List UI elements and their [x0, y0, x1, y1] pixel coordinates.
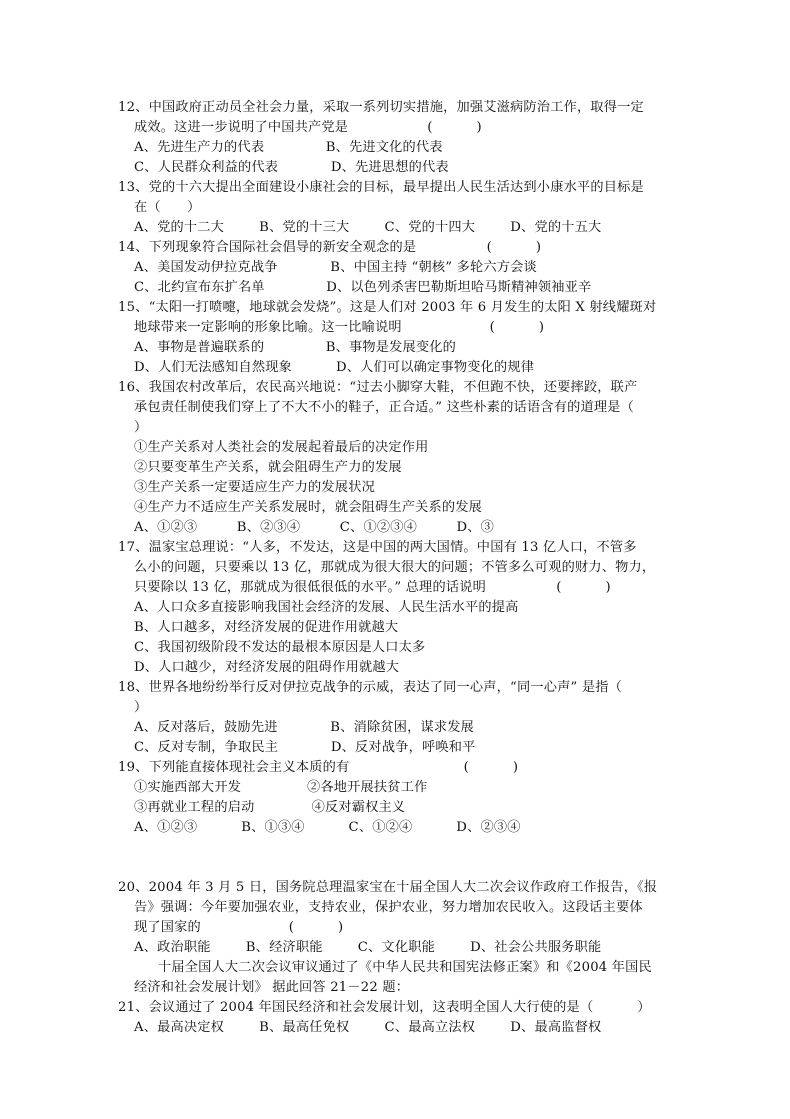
q16-stem-line3: ） — [134, 420, 148, 435]
q16-statement-2: ②只要变革生产关系，就会阻碍生产力的发展 — [134, 460, 402, 475]
q15-options-cd: D、人们无法感知自然现象 D、人们可以确定事物变化的规律 — [134, 360, 535, 375]
q19-statements-34: ③再就业工程的启动 ④反对霸权主义 — [134, 800, 406, 815]
q13-stem-line2: 在（ ） — [134, 200, 201, 215]
q12-options-cd: C、人民群众利益的代表 D、先进思想的代表 — [134, 160, 449, 175]
q21-options: A、最高决定权 B、最高任免权 C、最高立法权 D、最高监督权 — [134, 1020, 602, 1035]
q21-22-intro-line2: 经济和社会发展计划》 据此回答 21－22 题： — [134, 980, 410, 995]
q20-stem-line1: 20、2004 年 3 月 5 日，国务院总理温家宝在十届全国人大二次会议作政府工作报告，《报 — [118, 880, 658, 895]
q17-stem-line1: 17、温家宝总理说：“人多，不发达，这是中国的两大国情。中国有 13 亿人口，不管多 — [118, 540, 637, 555]
q16-statement-4: ④生产力不适应生产关系发展时，就会阻碍生产关系的发展 — [134, 500, 483, 515]
q20-stem-line3: 现了国家的 ( ) — [134, 920, 344, 935]
q16-stem-line1: 16、我国农村改革后，农民高兴地说：“过去小脚穿大鞋，不但跑不快，还要摔跤，联产 — [118, 380, 638, 395]
q17-option-d: D、人口越少，对经济发展的阻碍作用就越大 — [134, 660, 400, 675]
q19-statements-12: ①实施西部大开发 ②各地开展扶贫工作 — [134, 780, 428, 795]
q18-options-cd: C、反对专制，争取民主 D、反对战争，呼唤和平 — [134, 740, 476, 755]
q21-22-intro-line1: 十届全国人大二次会议审议通过了《中华人民共和国宪法修正案》和《2004 年国民 — [158, 960, 652, 975]
q18-stem-line1: 18、世界各地纷纷举行反对伊拉克战争的示威，表达了同一心声，“同一心声” 是指（ — [118, 680, 623, 695]
q16-stem-line2: 承包责任制使我们穿上了不大不小的鞋子，正合适。” 这些朴素的话语含有的道理是（ — [134, 400, 635, 415]
q14-stem: 14、下列现象符合国际社会倡导的新安全观念的是 ( ) — [118, 240, 542, 255]
q16-options: A、①②③ B、②③④ C、①②③④ D、③ — [134, 520, 495, 535]
q17-stem-line3: 只要除以 13 亿，那就成为很低很低的水平。” 总理的话说明 ( ) — [134, 580, 611, 595]
q19-stem: 19、下列能直接体现社会主义本质的有 ( ) — [118, 760, 519, 775]
q12-options-ab: A、先进生产力的代表 B、先进文化的代表 — [134, 140, 443, 155]
q15-stem-line2: 地球带来一定影响的形象比喻。这一比喻说明 ( ) — [134, 320, 545, 335]
q17-stem-line2: 么小的问题，只要乘以 13 亿，那就成为很大很大的问题；不管多么可观的财力、物力， — [134, 560, 656, 575]
q20-options: A、政治职能 B、经济职能 C、文化职能 D、社会公共服务职能 — [134, 940, 602, 955]
q19-options: A、①②③ B、①③④ C、①②④ D、②③④ — [134, 820, 521, 835]
q14-options-ab: A、美国发动伊拉克战争 B、中国主持 “朝核” 多轮六方会谈 — [134, 260, 537, 275]
q16-statement-1: ①生产关系对人类社会的发展起着最后的决定作用 — [134, 440, 429, 455]
q18-options-ab: A、反对落后，鼓励先进 B、消除贫困，谋求发展 — [134, 720, 475, 735]
q12-stem-line1: 12、中国政府正动员全社会力量，采取一系列切实措施，加强艾滋病防治工作，取得一定 — [118, 100, 644, 115]
q17-option-b: B、人口越多，对经济发展的促进作用就越大 — [134, 620, 399, 635]
q13-stem-line1: 13、党的十六大提出全面建设小康社会的目标，最早提出人民生活达到小康水平的目标是 — [118, 180, 644, 195]
q14-options-cd: C、北约宣布东扩名单 D、以色列杀害巴勒斯坦哈马斯精神领袖亚辛 — [134, 280, 592, 295]
q15-options-ab: A、事物是普遍联系的 B、事物是发展变化的 — [134, 340, 457, 355]
q16-statement-3: ③生产关系一定要适应生产力的发展状况 — [134, 480, 375, 495]
q17-option-c: C、我国初级阶段不发达的最根本原因是人口太多 — [134, 640, 426, 655]
q15-stem-line1: 15、“太阳一打喷嚏，地球就会发烧”。这是人们对 2003 年 6 月发生的太阳 X 射线耀斑对 — [118, 300, 657, 315]
q13-options: A、党的十二大 B、党的十三大 C、党的十四大 D、党的十五大 — [134, 220, 602, 235]
q21-stem: 21、会议通过了 2004 年国民经济和社会发展计划，这表明全国人大行使的是（ ） — [118, 1000, 651, 1015]
q18-stem-line2: ） — [134, 700, 148, 715]
q20-stem-line2: 告》强调：今年要加强农业，支持农业，保护农业，努力增加农民收入。这段话主要体 — [134, 900, 643, 915]
q12-stem-line2: 成效。这进一步说明了中国共产党是 ( ) — [134, 120, 482, 135]
q17-option-a: A、人口众多直接影响我国社会经济的发展、人民生活水平的提高 — [134, 600, 519, 615]
